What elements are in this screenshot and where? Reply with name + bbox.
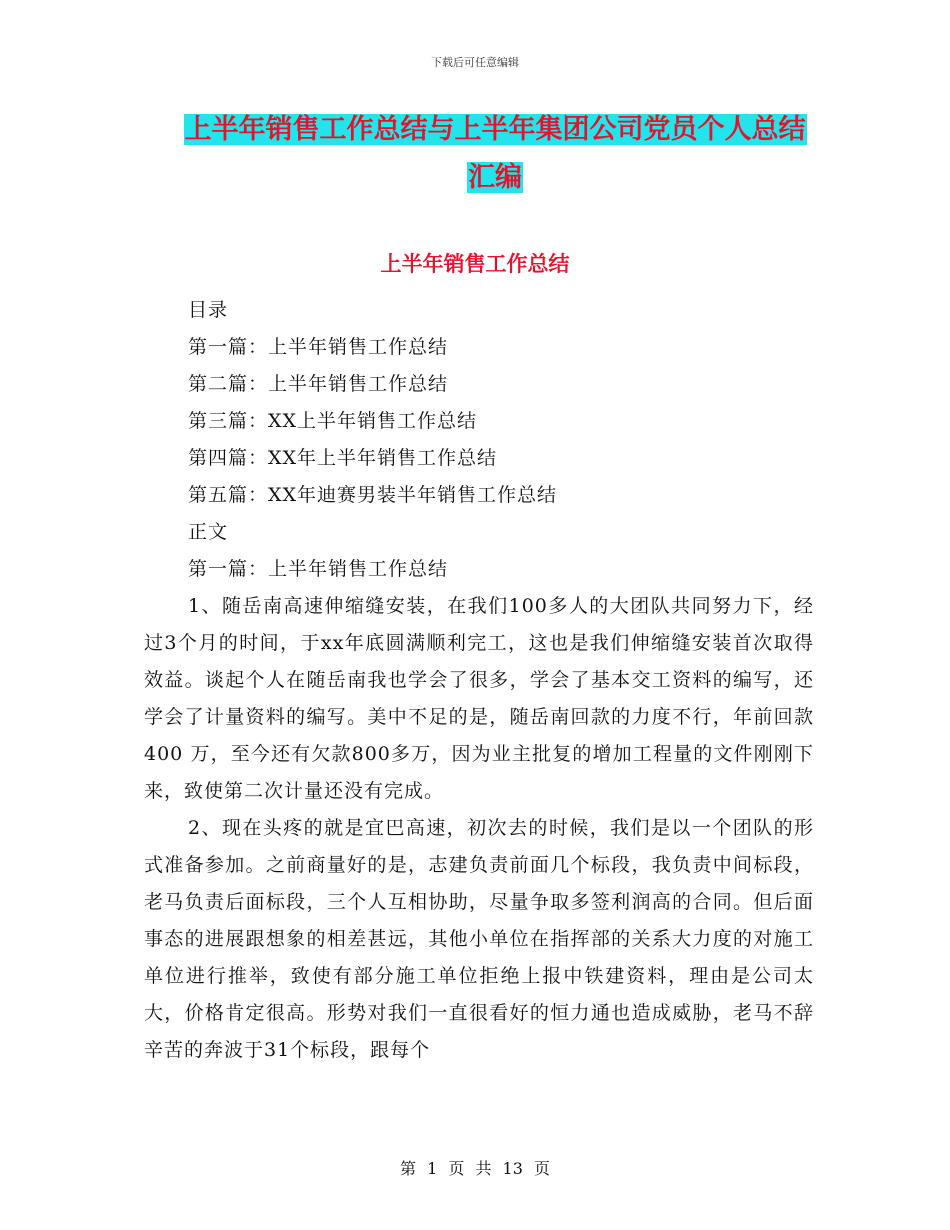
paragraph: 1、随岳南高速伸缩缝安装，在我们100多人的大团队共同努力下，经过3个月的时间，于xx年底圆满顺利完工，这也是我们伸缩缝安装首次取得效益。谈起个人在随岳南我也学会了很多，学会了基本交工资料的编写，还学会了计量资料的编写。美中不足的是，随岳南回款的力度不行，年前回款400 万，至今还有欠款800多万，因为业主批复的增加工程量的文件刚刚下来，致使第二次计量还没有完成。	[144, 595, 814, 802]
section-title: 上半年销售工作总结	[380, 252, 570, 276]
toc-item: 第二篇：上半年销售工作总结	[188, 373, 449, 395]
body-subheading: 第一篇：上半年销售工作总结	[188, 558, 449, 580]
toc-heading: 目录	[188, 299, 229, 321]
body-heading: 正文	[188, 521, 229, 543]
title-line-1: 上半年销售工作总结与上半年集团公司党员个人总结	[184, 114, 806, 145]
toc-item: 第五篇：XX年迪赛男装半年销售工作总结	[188, 484, 558, 506]
toc-item: 第四篇：XX年上半年销售工作总结	[188, 447, 498, 469]
document-body	[144, 292, 814, 1069]
title-line-2: 汇编	[468, 162, 522, 193]
toc-item: 第三篇：XX上半年销售工作总结	[188, 410, 478, 432]
header-note: 下载后可任意编辑	[431, 56, 519, 69]
toc-item: 第一篇：上半年销售工作总结	[188, 336, 449, 358]
paragraph: 2、现在头疼的就是宜巴高速，初次去的时候，我们是以一个团队的形式准备参加。之前商量好的是，志建负责前面几个标段，我负责中间标段，老马负责后面标段，三个人互相协助，尽量争取多签利润高的合同。但后面事态的进展跟想象的相差甚远，其他小单位在指挥部的关系大力度的对施工单位进行推举，致使有部分施工单位拒绝上报中铁建资料，理由是公司太大，价格肯定很高。形势对我们一直很看好的恒力通也造成威胁，老马不辞辛苦的奔波于31个标段，跟每个	[144, 817, 814, 1061]
document-title	[120, 106, 870, 202]
page-footer: 第 1 页 共 13 页	[400, 1159, 550, 1178]
